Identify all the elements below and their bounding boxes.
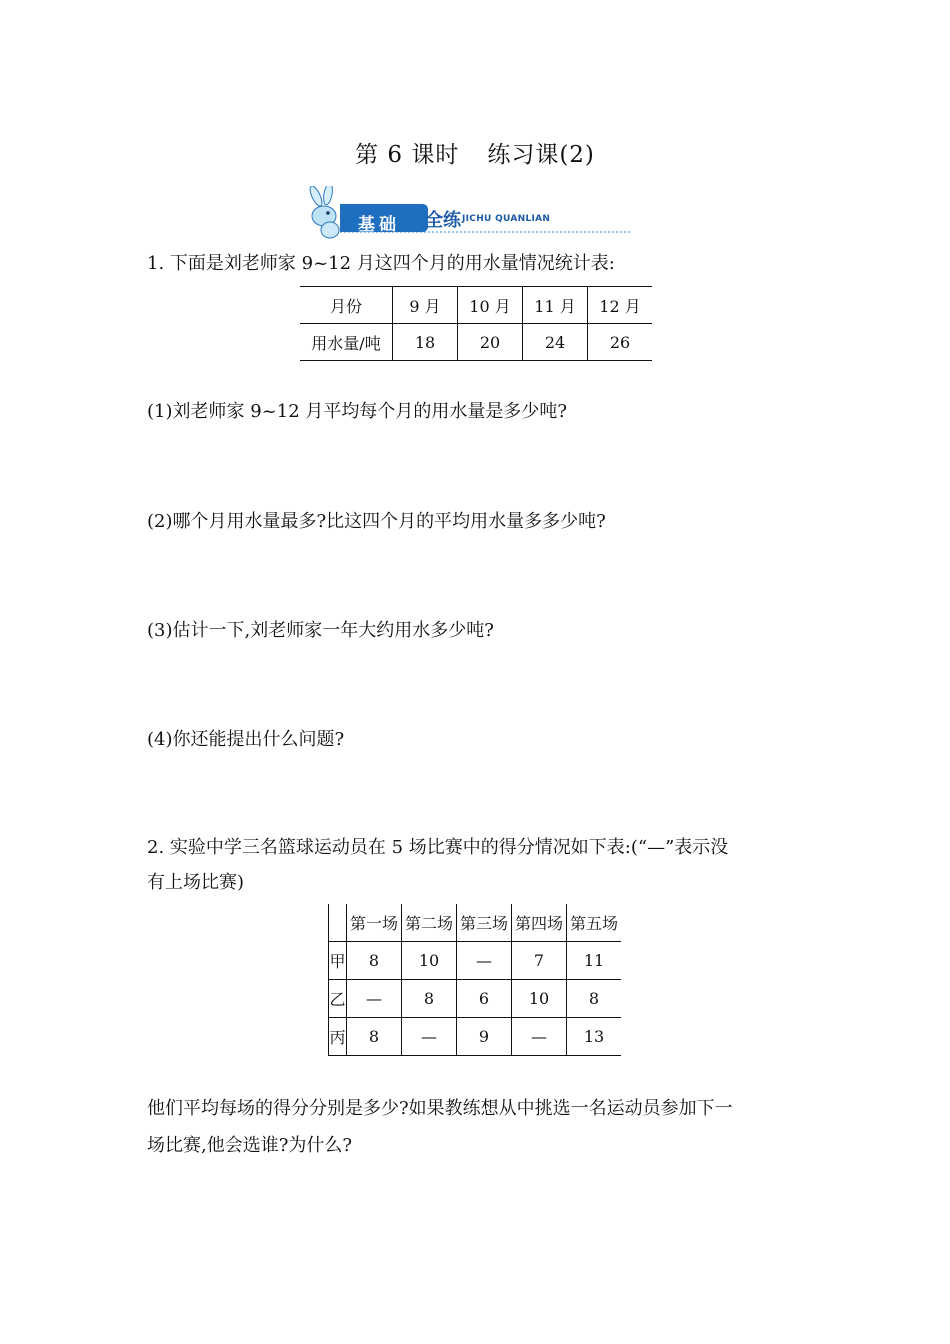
page-title — [0, 136, 950, 169]
table-cell: 18 — [393, 324, 458, 361]
table-row — [329, 1018, 622, 1056]
table-cell: 9 — [457, 1018, 512, 1056]
player-name-cell: 丙 — [329, 1018, 347, 1056]
table-cell: 第二场 — [402, 904, 457, 942]
question-2-ask-line-1: 他们平均每场的得分分别是多少?如果教练想从中挑选一名运动员参加下一 — [147, 1098, 733, 1119]
table-cell: 第一场 — [347, 904, 402, 942]
water-usage-table — [300, 286, 652, 361]
table-cell: 8 — [402, 980, 457, 1018]
basketball-scores-table — [328, 904, 621, 1056]
player-name-cell: 乙 — [329, 980, 347, 1018]
banner-pinyin: JICHU QUANLIAN — [462, 214, 551, 224]
table-cell: 第三场 — [457, 904, 512, 942]
question-2-stem-line-1: 2. 实验中学三名篮球运动员在 5 场比赛中的得分情况如下表:(“—”表示没 — [147, 837, 729, 858]
question-2-stem-line-2: 有上场比赛) — [147, 872, 245, 893]
question-1-stem: 1. 下面是刘老师家 9~12 月这四个月的用水量情况统计表: — [147, 253, 615, 274]
table-cell: 13 — [567, 1018, 622, 1056]
table-cell: 24 — [523, 324, 588, 361]
table-cell: 7 — [512, 942, 567, 980]
table-cell: 10 月 — [458, 287, 523, 324]
question-1-part-4: (4)你还能提出什么问题? — [147, 729, 345, 750]
table-cell: — — [347, 980, 402, 1018]
table-cell: 8 — [347, 1018, 402, 1056]
table-cell: 12 月 — [588, 287, 653, 324]
question-1-part-3: (3)估计一下,刘老师家一年大约用水多少吨? — [147, 620, 494, 641]
table-cell: 26 — [588, 324, 653, 361]
table-cell: 20 — [458, 324, 523, 361]
table-cell — [329, 904, 347, 942]
table-cell: 第五场 — [567, 904, 622, 942]
table-cell: 8 — [347, 942, 402, 980]
table-cell: — — [457, 942, 512, 980]
table-cell: 9 月 — [393, 287, 458, 324]
table-header-row — [300, 287, 652, 324]
table-cell: — — [402, 1018, 457, 1056]
table-row — [329, 980, 622, 1018]
table-row — [300, 324, 652, 361]
lesson-number: 第 6 课时 — [355, 142, 460, 168]
table-cell: 8 — [567, 980, 622, 1018]
table-cell: 10 — [402, 942, 457, 980]
lesson-name: 练习课(2) — [487, 142, 595, 168]
question-1-part-2: (2)哪个月用水量最多?比这四个月的平均用水量多多少吨? — [147, 511, 606, 532]
table-cell: 11 — [567, 942, 622, 980]
player-name-cell: 甲 — [329, 942, 347, 980]
table-row — [329, 942, 622, 980]
table-cell: 10 — [512, 980, 567, 1018]
table-header-row — [329, 904, 622, 942]
table-cell: 第四场 — [512, 904, 567, 942]
section-banner — [300, 186, 630, 244]
table-cell: 11 月 — [523, 287, 588, 324]
question-1-part-1: (1)刘老师家 9~12 月平均每个月的用水量是多少吨? — [147, 401, 568, 422]
banner-label: 基础 — [358, 215, 400, 235]
banner-label-2: 全练 — [425, 210, 461, 231]
table-cell: 用水量/吨 — [300, 324, 393, 361]
table-cell: — — [512, 1018, 567, 1056]
table-cell: 月份 — [300, 287, 393, 324]
question-2-ask-line-2: 场比赛,他会选谁?为什么? — [147, 1135, 353, 1156]
table-cell: 6 — [457, 980, 512, 1018]
